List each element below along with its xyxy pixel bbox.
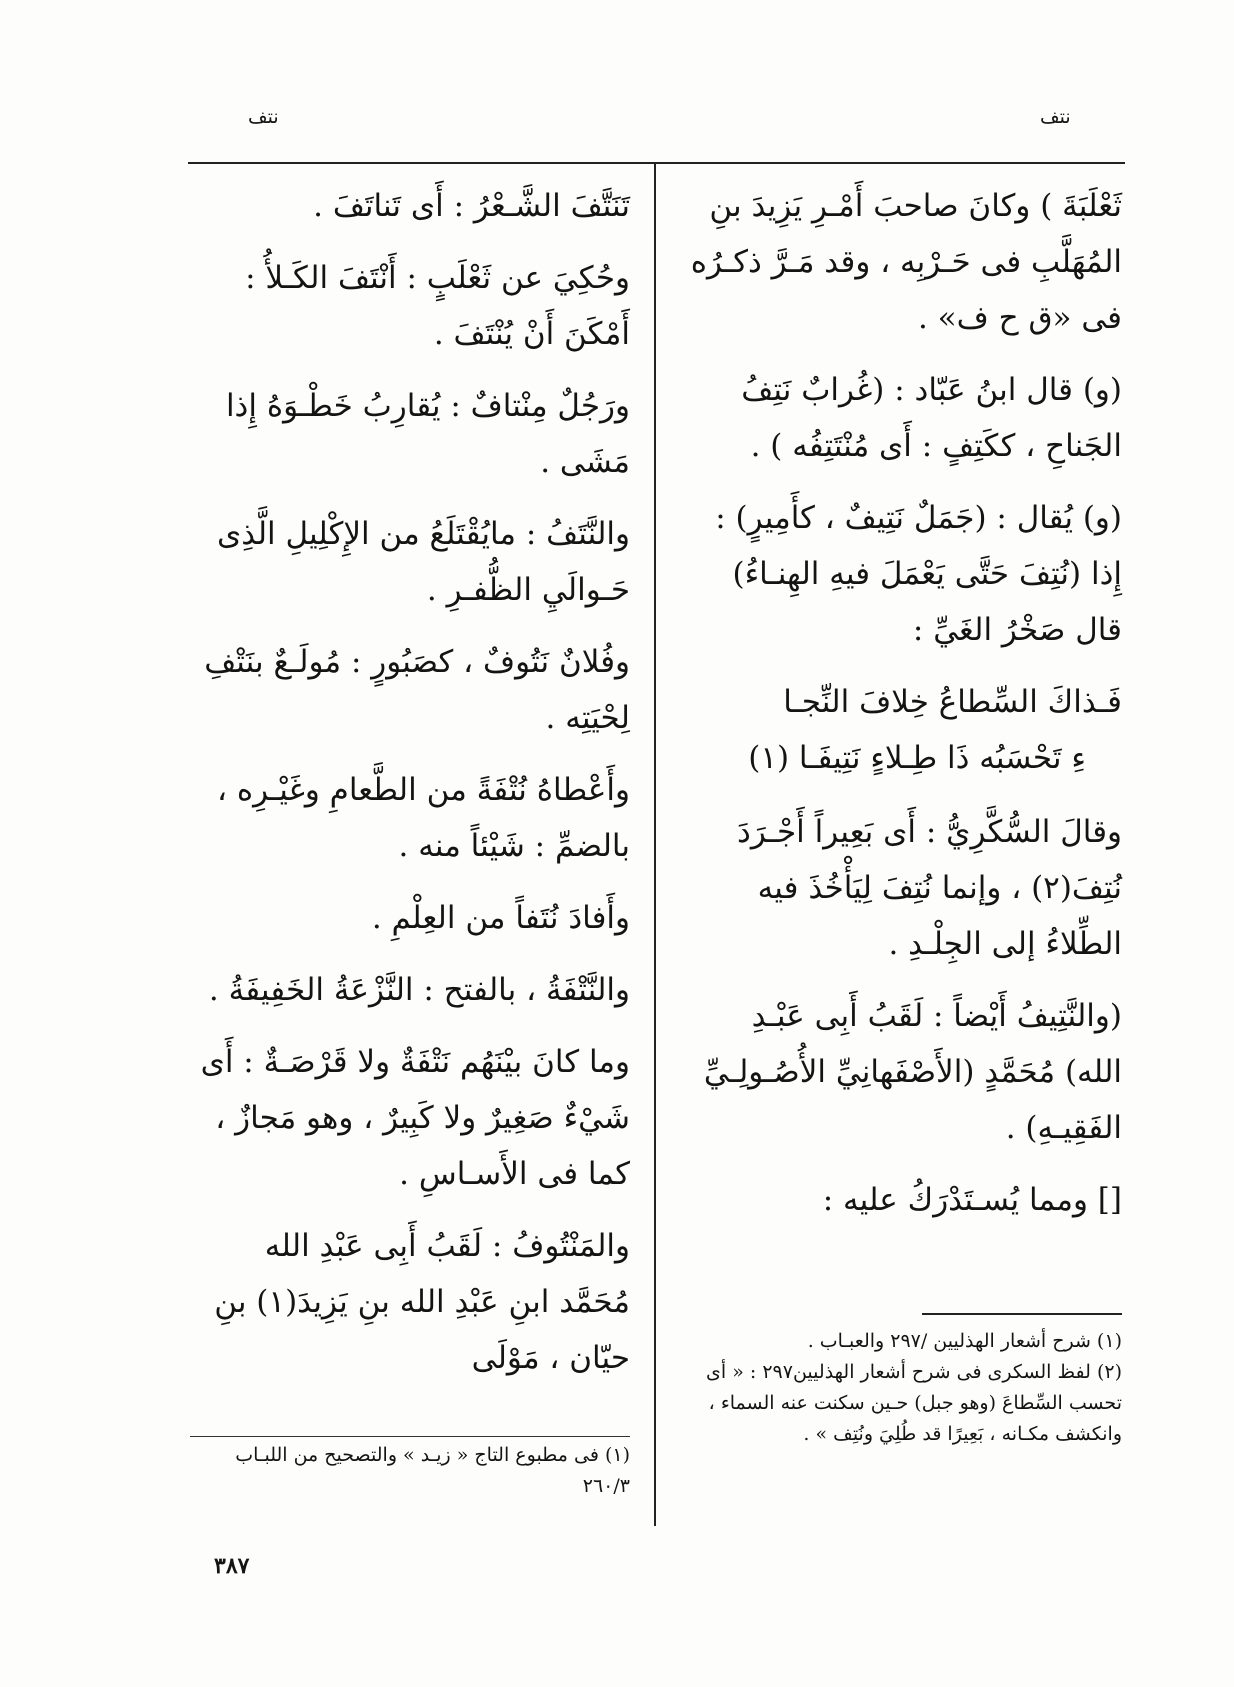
- verse-line: ءِ تَحْسَبُه ذَا طِـلاءٍ نَتِيفَـا (١): [748, 740, 1086, 776]
- paragraph: تَنَتَّفَ الشَّـعْرُ : أَى تَناتَفَ .: [313, 188, 630, 224]
- paragraph: والمَنْتُوفُ : لَقَبُ أَبِى عَبْدِ الله مُحَمَّد ابنِ عَبْدِ الله بنِ يَزِيدَ(١) بنِ حيّان ، مَوْلَى: [214, 1228, 630, 1376]
- footnote: (١) شرح أشعار الهذليين /٢٩٧ والعبـاب .: [807, 1330, 1122, 1352]
- running-head-left: نتف: [248, 106, 279, 128]
- running-head-right: نتف: [1040, 106, 1071, 128]
- column-divider: [654, 164, 656, 1526]
- footnote: (٢) لفظ السكرى فى شرح أشعار الهذليين٢٩٧ : « أى تحسب السِّطاعَ (وهو جبل) حـين سكنت عنه السماء ، وانكشف مكـانه ، بَعِيرًا قد طُلِيَ ونُتِف » .: [706, 1361, 1122, 1445]
- page-number: ٣٨٧: [214, 1553, 250, 1579]
- paragraph: (و) قال ابنُ عَبّاد : (غُرابٌ نَتِفُ الجَناحِ ، ككَتِفٍ : أَى مُنْتَتِفُه ) .: [741, 372, 1122, 464]
- addendum-marker-line: [] ومما يُسـتَدْرَكُ عليه :: [822, 1182, 1122, 1218]
- paragraph: وأَفادَ نُتَفاً من العِلْمِ .: [371, 900, 630, 936]
- footnote: (١) فى مطبوع التاج « زيـد » والتصحيح من اللبـاب ٢٦٠/٣: [235, 1444, 630, 1497]
- footnotes-left: [190, 1440, 630, 1502]
- paragraph: وما كانَ بيْنَهُم نَتْفَةٌ ولا قَرْصَـةٌ : أَى شَيْءٌ صَغِيرٌ ولا كَبِيرٌ ، وهو مَجازٌ ، كما فى الأَسـاسِ .: [200, 1044, 630, 1192]
- paragraph: وقالَ السُّكَّرِيُّ : أَى بَعِيراً أَجْـرَدَ نُتِفَ(٢) ، وإنما نُتِفَ لِيَأْخُذَ فيه الطِّلاءُ إلى الجِلْـدِ .: [737, 814, 1122, 962]
- left-column: [190, 178, 630, 1402]
- paragraph: وأَعْطاهُ نُتْفَةً من الطَّعامِ وغَيْـرِه ، بالضمِّ : شَيْئاً منه .: [216, 772, 630, 864]
- header-rule: [188, 162, 1125, 164]
- paragraph: وفُلانٌ نَتُوفٌ ، كصَبُورٍ : مُولَـعٌ بنَتْفِ لِحْيَتِه .: [204, 644, 630, 736]
- footnote-rule: [190, 1436, 630, 1437]
- verse-line: فَـذاكَ السِّطاعُ خِلافَ النِّجـا: [783, 684, 1122, 720]
- paragraph: ورَجُلٌ مِنْتافٌ : يُقارِبُ خَطْـوَهُ إِذا مَشَى .: [225, 388, 630, 480]
- paragraph: (و) يُقال : (جَمَلٌ نَتِيفٌ ، كأَمِيرٍ) : إِذا (نُتِفَ حَتَّى يَعْمَلَ فيهِ الهِنـاءُ) قال صَخْرُ الغَيِّ :: [715, 500, 1122, 648]
- paragraph: وحُكِيَ عن ثَعْلَبٍ : أَنْتَفَ الكَـلأُ : أَمْكَنَ أَنْ يُنْتَفَ .: [245, 260, 630, 352]
- paragraph: ثَعْلَبَةَ ) وكانَ صاحبَ أَمْـرِ يَزِيدَ بنِ المُهَلَّبِ فى حَـرْبِه ، وقد مَـرَّ ذكـرُه فى «ق ح ف» .: [690, 188, 1122, 336]
- footnotes-right: [690, 1326, 1122, 1450]
- right-column: [690, 178, 1122, 1244]
- paragraph: (والنَّتِيفُ أَيْضاً : لَقَبُ أَبِى عَبْـدِ الله) مُحَمَّدٍ (الأَصْفَهانِيِّ الأُصُـولِـيِّ الفَقِيـهِ) .: [703, 998, 1122, 1146]
- paragraph: والنَّتْفَةُ ، بالفتح : النَّزْعَةُ الخَفِيفَةُ .: [208, 972, 630, 1008]
- paragraph: والنَّتَفُ : مايُقْتَلَعُ من الإِكْلِيلِ الَّذِى حَـوالَيِ الظُّفـرِ .: [217, 516, 630, 608]
- footnote-rule: [922, 1313, 1122, 1315]
